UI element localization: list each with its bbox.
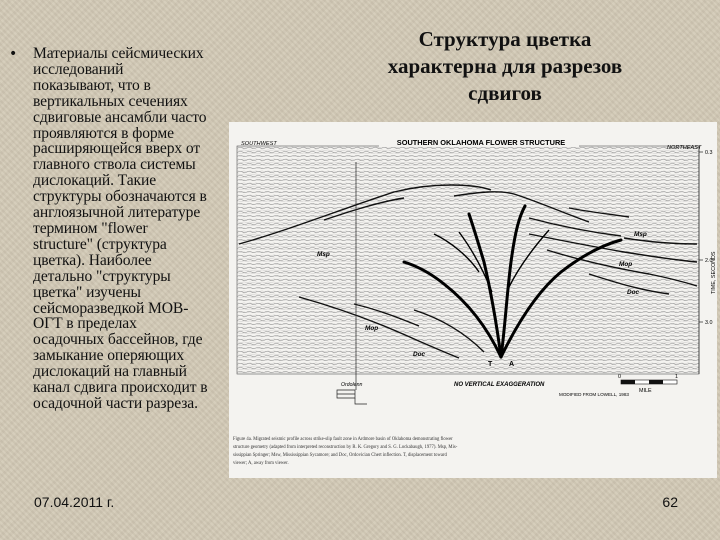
seismic-profile [229, 122, 717, 478]
southwest-label: SOUTHWEST [241, 141, 277, 147]
bullet-line: показывают, что в [33, 76, 151, 94]
caption-line: structure geometry (adapted from interpreted reconstruction by R. K. Gregory and S. G. Lockabaugh, 1977). Msp, Mis- [233, 445, 458, 450]
time-axis [699, 146, 703, 374]
title-line: Структура цветка [418, 27, 592, 51]
seismic-figure [229, 122, 717, 478]
bullet-line: проявляются в форме [33, 124, 174, 142]
well-label: Ordolenn [341, 382, 363, 388]
bullet-line: исследований [33, 60, 124, 78]
bullet-line: главного ствола системы [33, 156, 196, 174]
bullet-line: дислокаций. Такие [33, 172, 157, 190]
bullet-line: англоязычной литературе [33, 204, 201, 222]
bullet-line: канал сдвига происходит в [33, 379, 208, 397]
page-number: 62 [662, 494, 678, 510]
exaggeration-note: NO VERTICAL EXAGGERATION [454, 382, 545, 388]
time-tick: 2.0 [705, 258, 713, 264]
bullet-line: осадочных бассейнов, где [33, 331, 203, 349]
bullet-line: детально "структуры [33, 267, 171, 285]
fault-label-t: T [488, 361, 493, 368]
figure-caption [233, 437, 458, 466]
unit-label: Doc [413, 351, 426, 358]
unit-label: Msp [317, 251, 330, 258]
bullet-line: вертикальных сечениях [33, 92, 188, 110]
time-axis-label: TIME, SECONDS [711, 251, 717, 294]
bullet-line: расширяющейся вверх от [33, 140, 201, 158]
bullet-line: structure" (структура [33, 235, 167, 253]
bullet-icon: • [9, 46, 18, 62]
scale-bar [618, 374, 678, 394]
scale-zero: 0 [618, 374, 621, 380]
unit-label: Doc [627, 289, 640, 296]
scale-unit: MILE [639, 388, 652, 394]
bullet-line: ОГТ в пределах [33, 315, 137, 333]
bullet-line: цветка). Наиболее [33, 251, 152, 269]
title-line: сдвигов [468, 81, 542, 105]
title-line: характерна для разрезов [387, 54, 623, 78]
bullet-line: цветка" изучены [33, 283, 141, 301]
time-tick: 0.3 [705, 150, 713, 156]
fault-label-a: A [509, 361, 515, 368]
time-tick: 3.0 [705, 320, 713, 326]
unit-label: Msp [634, 231, 647, 238]
northeast-label: NORTHEAST [667, 145, 702, 151]
bullet-line: сдвиговые ансамбли часто [33, 108, 207, 126]
bullet-line: сейсморазведкой МОВ- [33, 299, 189, 317]
footer-date: 07.04.2011 г. [34, 494, 115, 510]
caption-line: Figure 4a. Migrated seismic profile across strike-slip fault zone in Ardmore basin of Oklahoma demonstrating flower [233, 437, 453, 442]
slide-title [340, 26, 670, 107]
bullet-text [33, 46, 243, 412]
bullet-line: термином "flower [33, 219, 148, 237]
figure-heading: SOUTHERN OKLAHOMA FLOWER STRUCTURE [396, 138, 566, 147]
caption-line: sissippian Springer; Msw, Mississippian Sycamore; and Doc, Ordovician Chert inflection. T, displacement toward [233, 453, 447, 458]
scale-end: 1 [675, 374, 678, 380]
bullet-line: замыкание оперяющих [33, 347, 185, 365]
bullet-line: Материалы сейсмических [33, 45, 204, 62]
bullet-line: структуры обозначаются в [33, 188, 207, 206]
bullet-line: осадочной части разреза. [33, 394, 198, 412]
caption-line: viewer; A, away from viewer. [233, 461, 289, 466]
figure-credit: MODIFIED FROM LOWELL, 1983 [559, 392, 629, 397]
unit-label: Mop [365, 325, 379, 332]
unit-label: Mop [619, 261, 633, 268]
bullet-line: дислокаций на главный [33, 363, 187, 381]
